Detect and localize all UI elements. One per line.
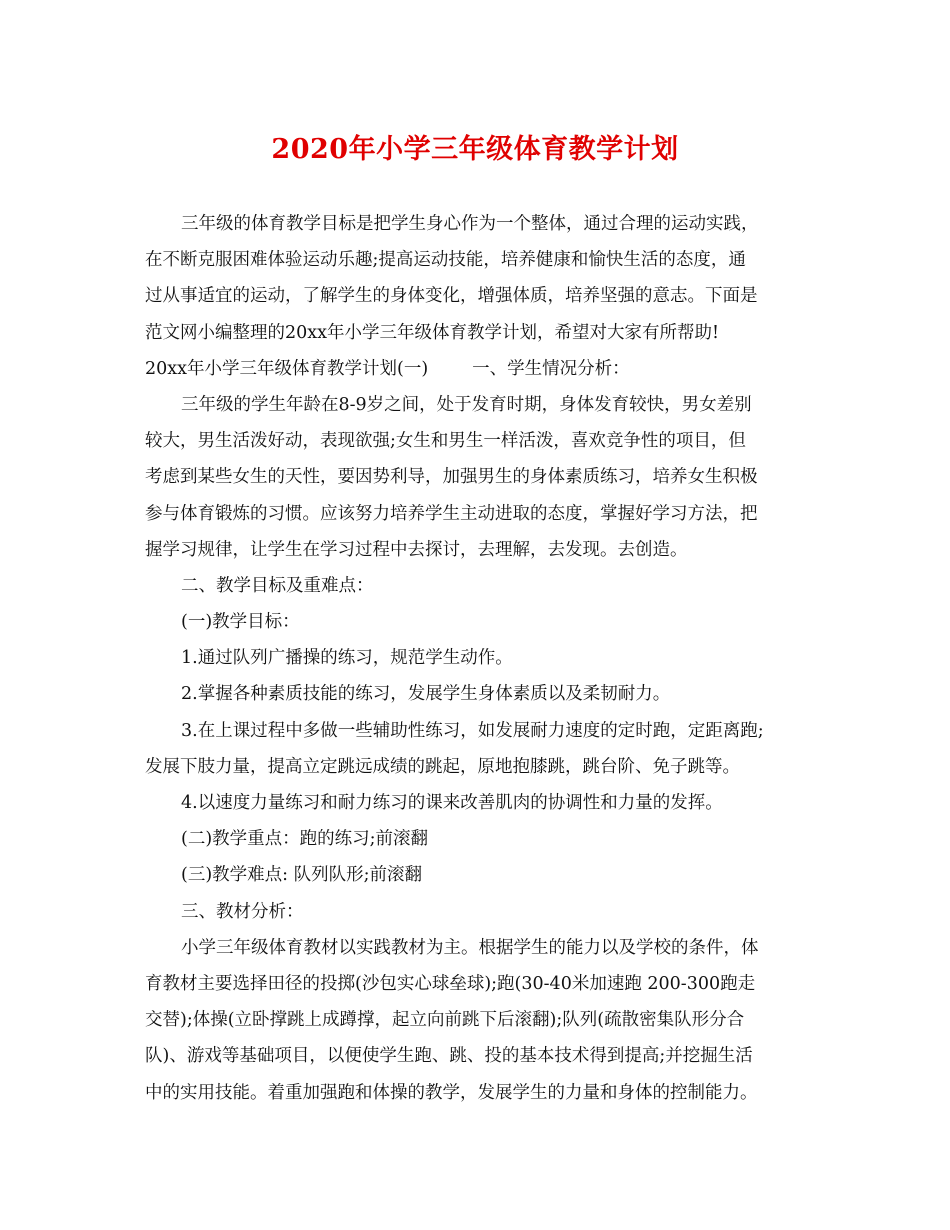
text-line-content: 1.通过队列广播操的练习，规范学生动作。 [181,648,513,669]
text-line-content: 在不断克服困难体验运动乐趣;提高运动技能，培养健康和愉快生活的态度，通 [145,250,746,271]
text-line [145,459,815,495]
text-line [145,640,815,676]
text-line-content: 2.掌握各种素质技能的练习，发展学生身体素质以及柔韧耐力。 [181,684,671,705]
document-title: 2020年小学三年级体育教学计划 [271,134,679,165]
text-line [145,676,815,712]
text-line-content: 育教材主要选择田径的投掷(沙包实心球垒球);跑(30-40米加速跑 200-300跑走 [145,973,756,994]
text-line-content: 中的实用技能。着重加强跑和体操的教学，发展学生的力量和身体的控制能力。 [145,1082,758,1103]
text-line [145,1002,815,1038]
text-line-content: 交替);体操(立卧撑跳上成蹲撑，起立向前跳下后滚翻);队列(疏散密集队形分合 [145,1010,745,1031]
text-line-content: 参与体育锻炼的习惯。应该努力培养学生主动进取的态度，掌握好学习方法，把 [145,503,758,524]
document-body [145,206,815,1111]
text-line [145,604,815,640]
text-line [145,387,815,423]
text-line-content: 4.以速度力量练习和耐力练习的课来改善肌肉的协调性和力量的发挥。 [181,793,723,813]
text-line [145,351,815,387]
text-line [145,713,815,749]
section-heading-inline: 一、学生情况分析： [472,358,630,379]
text-line-content: (二)教学重点：跑的练习;前滚翻 [181,829,429,850]
text-line [145,749,815,785]
text-line [145,1075,815,1111]
text-line [145,315,815,351]
text-line-content: 三年级的学生年龄在8-9岁之间，处于发育时期，身体发育较快，男女差别 [181,394,752,415]
text-line [145,568,815,604]
text-line [145,930,815,966]
text-line-content: 考虑到某些女生的天性，要因势利导，加强男生的身体素质练习，培养女生积极 [145,467,758,488]
text-line [145,966,815,1002]
text-line [145,278,815,314]
text-line-content: 队)、游戏等基础项目，以便使学生跑、跳、投的基本技术得到提高;并挖掘生活 [145,1046,753,1067]
text-line [145,894,815,930]
text-line [145,857,815,893]
text-line-content: 过从事适宜的运动，了解学生的身体变化，增强体质，培养坚强的意志。下面是 [145,286,758,307]
text-line-content: 三年级的体育教学目标是把学生身心作为一个整体，通过合理的运动实践， [181,214,759,234]
text-line-content: 三、教材分析： [181,901,304,922]
text-line [145,423,815,459]
text-line [145,1038,815,1074]
text-line [145,785,815,821]
text-line [145,242,815,278]
text-line-content: 二、教学目标及重难点： [181,575,374,596]
text-line-content: (三)教学难点: 队列队形;前滚翻 [181,865,423,886]
text-line-content: 较大，男生活泼好动，表现欲强;女生和男生一样活泼，喜欢竞争性的项目，但 [145,431,746,452]
text-line [145,821,815,857]
text-line-content: 3.在上课过程中多做一些辅助性练习，如发展耐力速度的定时跑，定距离跑; [181,720,764,741]
text-line [145,532,815,568]
text-line-content: 范文网小编整理的20xx年小学三年级体育教学计划，希望对大家有所帮助! [145,322,720,343]
text-line [145,206,815,242]
text-line-content: 20xx年小学三年级体育教学计划(一) [145,358,429,379]
text-line-content: 握学习规律，让学生在学习过程中去探讨，去理解，去发现。去创造。 [145,539,688,560]
text-line-content: (一)教学目标： [181,612,300,633]
text-line [145,496,815,532]
text-line-content: 小学三年级体育教材以实践教材为主。根据学生的能力以及学校的条件，体 [181,937,759,958]
text-line-content: 发展下肢力量，提高立定跳远成绩的跳起，原地抱膝跳，跳台阶、免子跳等。 [145,756,740,777]
